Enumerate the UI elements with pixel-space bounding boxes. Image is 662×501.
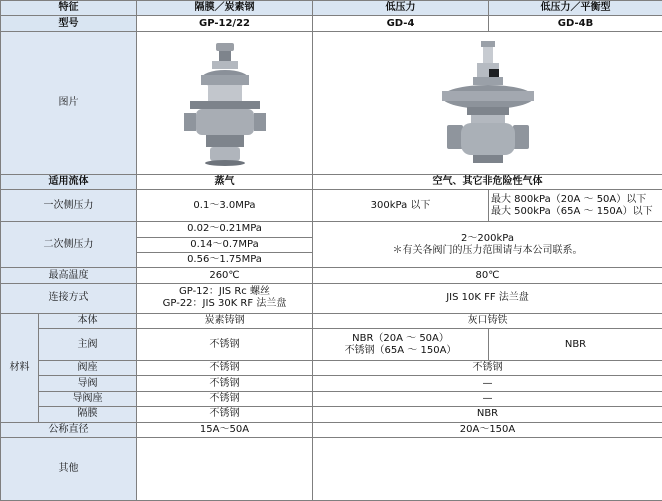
low-pressure-valve-image [433, 39, 543, 167]
diaphragm-valve-image [180, 39, 270, 167]
secondary-pressure-range: 2～200kPa [461, 232, 514, 244]
fluid-col1: 蒸气 [137, 174, 313, 189]
material-diaphragm-col23: NBR [313, 407, 662, 422]
material-main-valve-col2-line2: 不锈钢（65A ～ 150A） [344, 344, 457, 356]
connection-col1 [137, 283, 313, 313]
material-valve-seat-col1: 不锈钢 [137, 360, 313, 375]
connection-col1-line1: GP-12：JIS Rc 螺丝 [179, 286, 270, 298]
material-pilot-seat-col23: — [313, 391, 662, 406]
material-body-label: 本体 [39, 313, 137, 328]
material-pilot-seat-label: 导阀座 [39, 391, 137, 406]
material-main-valve-col2-line1: NBR（20A ～ 50A） [352, 332, 449, 344]
nominal-diameter-col23: 20A～150A [313, 422, 662, 437]
fluid-label: 适用流体 [1, 174, 137, 189]
picture-col1 [137, 31, 313, 174]
nominal-diameter-label: 公称直径 [1, 422, 137, 437]
material-main-valve-col2 [313, 329, 489, 361]
picture-col23 [313, 31, 662, 174]
materials-label: 材料 [1, 313, 39, 422]
secondary-pressure-note: ＊有关各阀门的压力范围请与本公司联系。 [392, 244, 583, 256]
fluid-row [1, 174, 662, 189]
model-col1: GP-12/22 [137, 16, 313, 31]
secondary-pressure-col23 [313, 222, 662, 268]
fluid-col23: 空气、其它非危险性气体 [313, 174, 662, 189]
secondary-pressure-row-1 [1, 222, 662, 237]
material-pilot-valve-label: 导阀 [39, 376, 137, 391]
primary-pressure-col3-line1: 最大 800kPa（20A ～ 50A）以下 [491, 193, 647, 205]
material-pilot-valve-col1: 不锈钢 [137, 376, 313, 391]
connection-col23: JIS 10K FF 法兰盘 [313, 283, 662, 313]
primary-pressure-col2: 300kPa 以下 [313, 190, 489, 222]
secondary-pressure-label: 二次侧压力 [1, 222, 137, 268]
model-row [1, 16, 662, 31]
nominal-diameter-row [1, 422, 662, 437]
header-feature: 特征 [1, 1, 137, 16]
material-diaphragm-col1: 不锈钢 [137, 407, 313, 422]
connection-row [1, 283, 662, 313]
primary-pressure-row [1, 190, 662, 222]
secondary-pressure-col1-r1: 0.02～0.21MPa [137, 222, 313, 237]
picture-label: 图片 [1, 31, 137, 174]
material-pilot-valve-row [1, 376, 662, 391]
material-pilot-valve-col23: — [313, 376, 662, 391]
material-diaphragm-row [1, 407, 662, 422]
max-temp-col23: 80℃ [313, 268, 662, 283]
material-body-col1: 炭素铸钢 [137, 313, 313, 328]
material-pilot-seat-row [1, 391, 662, 406]
max-temp-col1: 260℃ [137, 268, 313, 283]
material-main-valve-col1: 不锈钢 [137, 329, 313, 361]
model-label: 型号 [1, 16, 137, 31]
primary-pressure-label: 一次侧压力 [1, 190, 137, 222]
material-valve-seat-row [1, 360, 662, 375]
others-label: 其他 [1, 438, 137, 501]
material-valve-seat-col23: 不锈钢 [313, 360, 662, 375]
secondary-pressure-col1-r2: 0.14～0.7MPa [137, 237, 313, 252]
others-col23 [313, 438, 662, 501]
picture-row [1, 31, 662, 174]
material-main-valve-label: 主阀 [39, 329, 137, 361]
header-col2: 低压力 [313, 1, 489, 16]
header-col1: 隔膜／炭素钢 [137, 1, 313, 16]
others-row [1, 438, 662, 501]
connection-label: 连接方式 [1, 283, 137, 313]
secondary-pressure-col1-r3: 0.56～1.75MPa [137, 253, 313, 268]
material-valve-seat-label: 阀座 [39, 360, 137, 375]
max-temp-row [1, 268, 662, 283]
nominal-diameter-col1: 15A～50A [137, 422, 313, 437]
material-body-row [1, 313, 662, 328]
model-col2: GD-4 [313, 16, 489, 31]
connection-col1-line2: GP-22：JIS 30K RF 法兰盘 [162, 298, 287, 310]
primary-pressure-col3-line2: 最大 500kPa（65A ～ 150A）以下 [491, 205, 653, 217]
header-col3: 低压力／平衡型 [489, 1, 662, 16]
material-body-col23: 灰口铸铁 [313, 313, 662, 328]
material-diaphragm-label: 隔膜 [39, 407, 137, 422]
model-col3: GD-4B [489, 16, 662, 31]
max-temp-label: 最高温度 [1, 268, 137, 283]
primary-pressure-col3 [489, 190, 662, 222]
material-main-valve-row [1, 329, 662, 361]
material-main-valve-col3: NBR [489, 329, 662, 361]
others-col1 [137, 438, 313, 501]
header-row [1, 1, 662, 16]
material-pilot-seat-col1: 不锈钢 [137, 391, 313, 406]
primary-pressure-col1: 0.1～3.0MPa [137, 190, 313, 222]
